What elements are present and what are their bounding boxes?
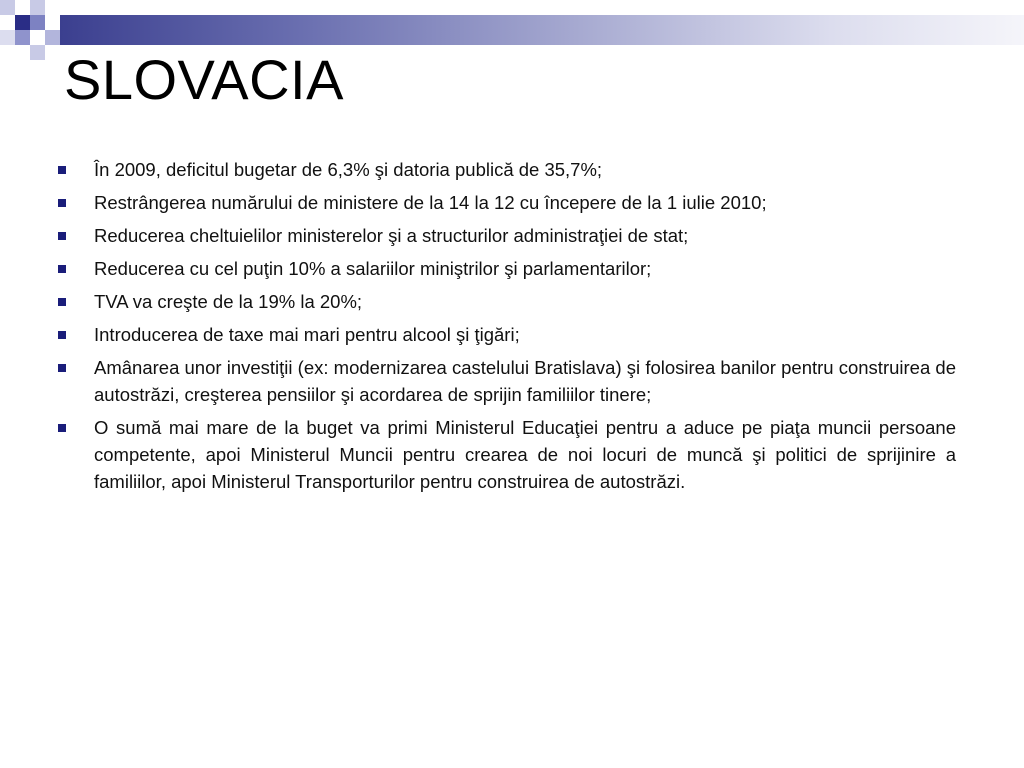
bullet-item — [58, 156, 956, 183]
decor-square — [30, 0, 45, 15]
bullet-item — [58, 255, 956, 282]
decor-square — [15, 0, 30, 15]
square-bullet-icon — [58, 298, 66, 306]
bullet-text: TVA va creşte de la 19% la 20%; — [94, 291, 363, 312]
bullet-item — [58, 222, 956, 249]
decor-square — [30, 15, 45, 30]
square-bullet-icon — [58, 199, 66, 207]
decor-square — [0, 30, 15, 45]
decor-square — [30, 45, 45, 60]
decor-square — [45, 30, 60, 45]
decor-square — [45, 15, 60, 30]
square-bullet-icon — [58, 265, 66, 273]
bullet-text: Reducerea cu cel puţin 10% a salariilor miniştrilor şi parlamentarilor; — [94, 258, 652, 279]
square-bullet-icon — [58, 331, 66, 339]
square-bullet-icon — [58, 364, 66, 372]
slide-title: SLOVACIA — [64, 48, 344, 111]
bullet-text: Introducerea de taxe mai mari pentru alcool şi ţigări; — [94, 324, 520, 345]
bullet-item — [58, 189, 956, 216]
decor-square — [15, 15, 30, 30]
bullet-item — [58, 414, 956, 495]
header-gradient-bar — [60, 15, 1024, 45]
bullet-text: Reducerea cheltuielilor ministerelor şi a structurilor administraţiei de stat; — [94, 225, 689, 246]
square-bullet-icon — [58, 166, 66, 174]
square-bullet-icon — [58, 424, 66, 432]
decor-square — [15, 30, 30, 45]
bullet-text: În 2009, deficitul bugetar de 6,3% şi datoria publică de 35,7%; — [94, 159, 603, 180]
decor-square — [30, 30, 45, 45]
bullet-item — [58, 321, 956, 348]
bullet-item — [58, 354, 956, 408]
decor-square — [0, 0, 15, 15]
bullet-item — [58, 288, 956, 315]
square-bullet-icon — [58, 232, 66, 240]
bullet-text: Amânarea unor investiţii (ex: modernizarea castelului Bratislava) şi folosirea banilor pentru construirea de autostrăzi, creşterea pensiilor şi acordarea de sprijin familiilor tinere; — [94, 357, 956, 405]
bullet-text: Restrângerea numărului de ministere de la 14 la 12 cu începere de la 1 iulie 2010; — [94, 192, 767, 213]
bullet-list — [58, 156, 956, 501]
bullet-text: O sumă mai mare de la buget va primi Ministerul Educaţiei pentru a aduce pe piaţa muncii persoane competente, apoi Ministerul Muncii pentru crearea de noi locuri de muncă şi politici de sprijinire a familiilor, apoi Ministerul Transporturilor pentru construirea de autostrăzi. — [94, 417, 956, 492]
